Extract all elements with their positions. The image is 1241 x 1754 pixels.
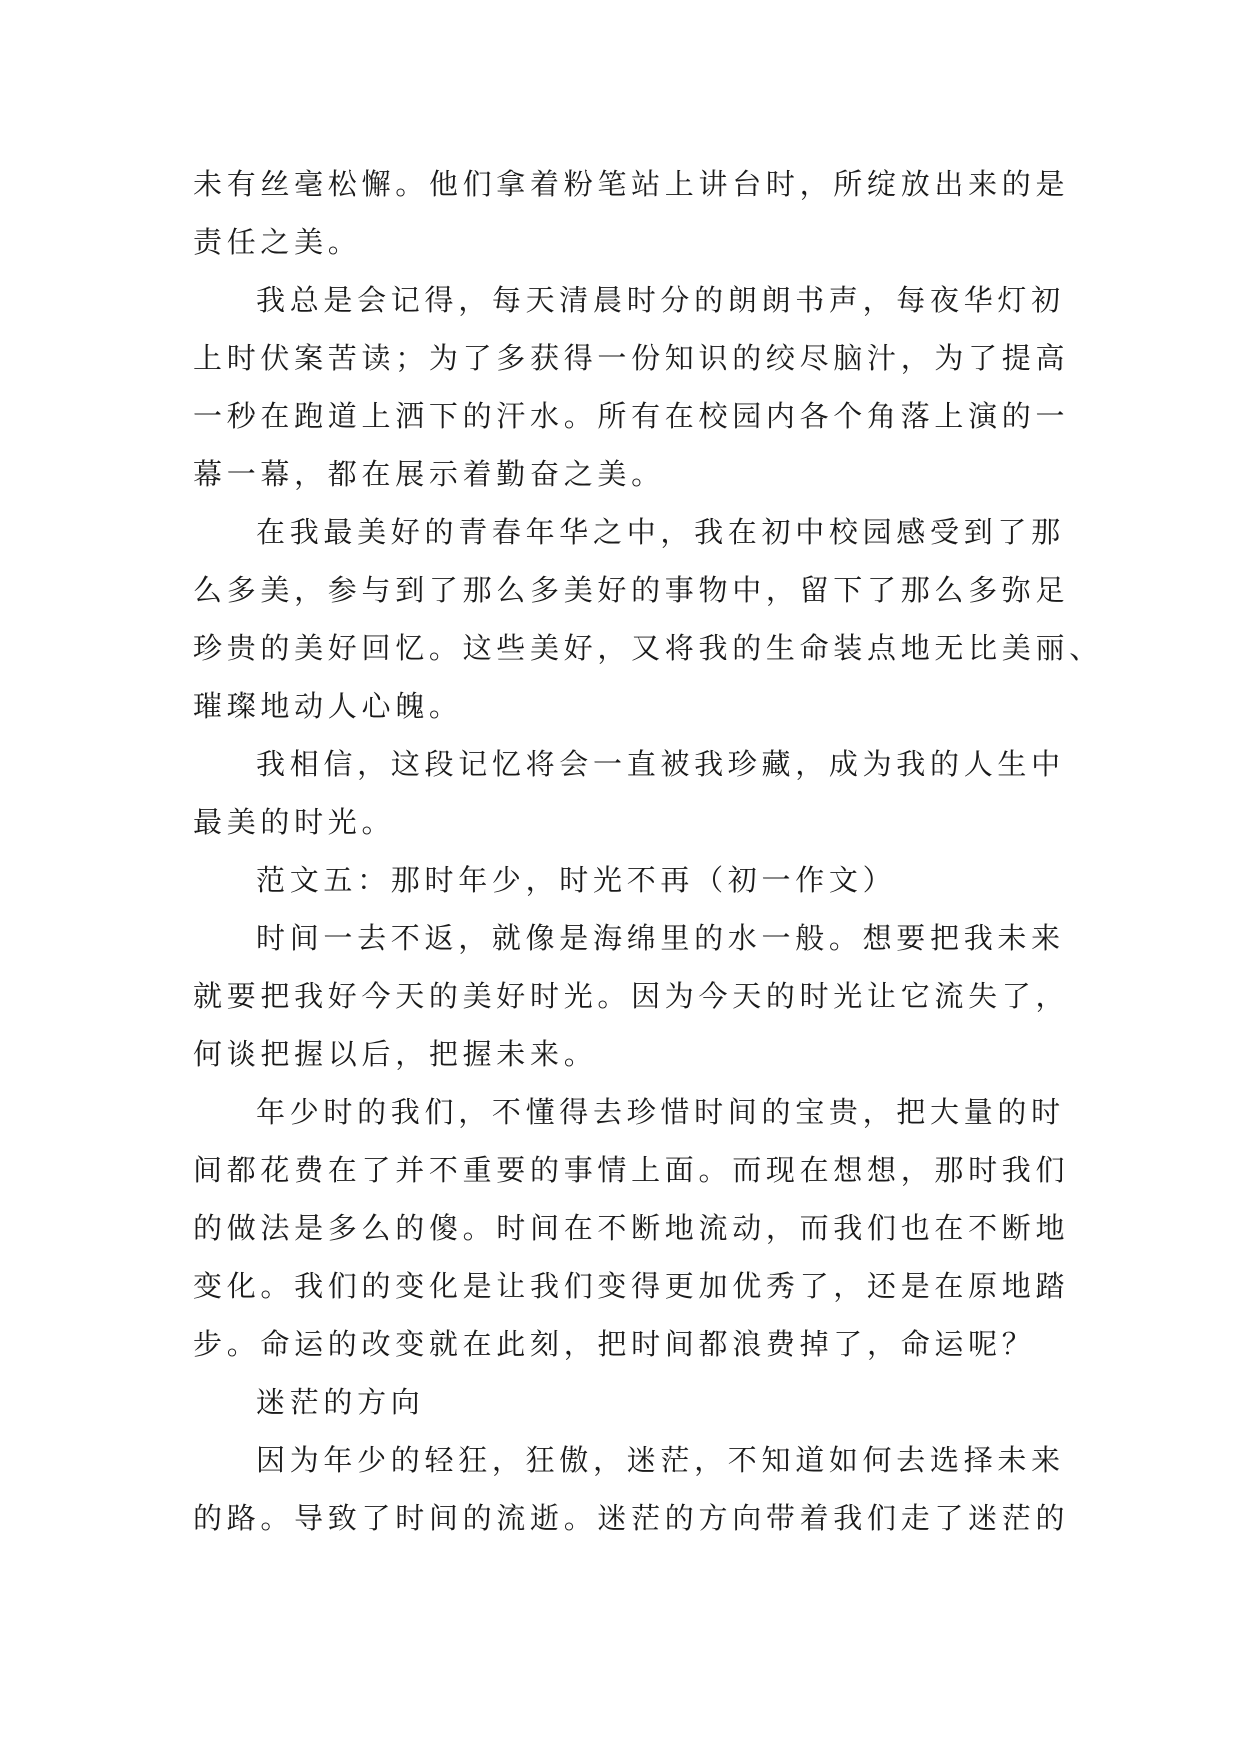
- text-line: 间都花费在了并不重要的事情上面。而现在想想，那时我们: [193, 1153, 1070, 1187]
- text-line: 责任之美。: [193, 225, 362, 259]
- text-line: 的路。导致了时间的流逝。迷茫的方向带着我们走了迷茫的: [193, 1501, 1070, 1535]
- text-line: 何谈把握以后，把握未来。: [193, 1037, 598, 1071]
- paragraph-first-line: 时间一去不返，就像是海绵里的水一般。想要把我未来: [256, 921, 1065, 955]
- section-heading: 范文五：那时年少，时光不再（初一作文）: [256, 863, 897, 897]
- text-line: 一秒在跑道上洒下的汗水。所有在校园内各个角落上演的一: [193, 399, 1070, 433]
- paragraph-first-line: 我总是会记得，每天清晨时分的朗朗书声，每夜华灯初: [256, 283, 1065, 317]
- text-line: 步。命运的改变就在此刻，把时间都浪费掉了，命运呢？: [193, 1327, 1036, 1361]
- text-line: 上时伏案苦读；为了多获得一份知识的绞尽脑汁，为了提高: [193, 341, 1070, 375]
- paragraph-first-line: 年少时的我们，不懂得去珍惜时间的宝贵，把大量的时: [256, 1095, 1065, 1129]
- text-line: 最美的时光。: [193, 805, 396, 839]
- text-line: 就要把我好今天的美好时光。因为今天的时光让它流失了，: [193, 979, 1070, 1013]
- text-line: 的做法是多么的傻。时间在不断地流动，而我们也在不断地: [193, 1211, 1070, 1245]
- text-line: 未有丝毫松懈。他们拿着粉笔站上讲台时，所绽放出来的是: [193, 167, 1070, 201]
- text-line: 么多美，参与到了那么多美好的事物中，留下了那么多弥足: [193, 573, 1070, 607]
- subheading: 迷茫的方向: [256, 1385, 425, 1419]
- paragraph-first-line: 我相信，这段记忆将会一直被我珍藏，成为我的人生中: [256, 747, 1065, 781]
- text-line: 珍贵的美好回忆。这些美好，又将我的生命装点地无比美丽、: [193, 631, 1103, 665]
- paragraph-first-line: 因为年少的轻狂，狂傲，迷茫，不知道如何去选择未来: [256, 1443, 1065, 1477]
- paragraph-first-line: 在我最美好的青春年华之中，我在初中校园感受到了那: [256, 515, 1065, 549]
- text-line: 变化。我们的变化是让我们变得更加优秀了，还是在原地踏: [193, 1269, 1070, 1303]
- text-line: 璀璨地动人心魄。: [193, 689, 463, 723]
- text-line: 幕一幕，都在展示着勤奋之美。: [193, 457, 665, 491]
